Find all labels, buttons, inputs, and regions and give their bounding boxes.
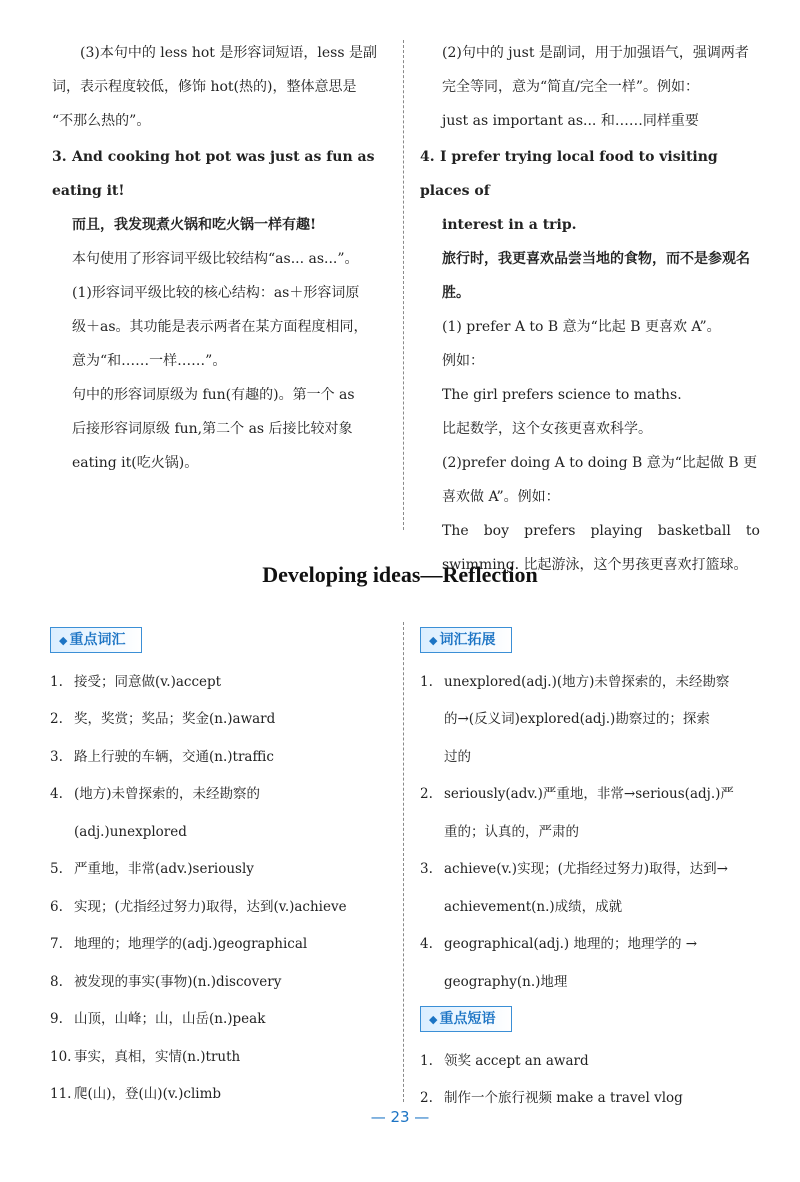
item-4-english: 4. I prefer trying local food to visiting places of <box>420 140 760 208</box>
list-item-line: geography(n.)地理 <box>444 973 568 990</box>
bottom-column-divider <box>403 622 404 1102</box>
item-4-line: 例如： <box>442 353 484 369</box>
key-vocab-list <box>50 664 390 1114</box>
list-item-number: 7. <box>50 936 63 952</box>
key-vocab-section <box>50 622 390 1114</box>
item-3-line: (1)形容词平级比较的核心结构：as＋形容词原 <box>72 285 360 301</box>
item-4-line: (1) prefer A to B 意为“比起 B 更喜欢 A”。 <box>442 319 721 335</box>
diamond-icon: ◆ <box>59 634 68 647</box>
item-3-line: 句中的形容词原级为 fun(有趣的)。第一个 as <box>72 387 355 403</box>
list-item-line: 6. 实现；(尤指经过努力)取得，达到(v.)achieve <box>50 889 390 927</box>
list-item-number: 1. <box>420 673 433 690</box>
list-item-line: 2. seriously(adv.)严重地，非常→serious(adj.)严 <box>420 776 760 814</box>
list-item-number: 11. <box>50 1086 72 1102</box>
vocab-ext-tag: ◆ 词汇拓展 <box>420 627 512 653</box>
list-item-number: 4. <box>420 936 433 952</box>
list-item-number: 8. <box>50 973 63 990</box>
top-right-column <box>420 36 760 582</box>
item-4-line: swimming. 比起游泳，这个男孩更喜欢打篮球。 <box>442 557 748 573</box>
list-item-number: 1. <box>420 1052 433 1069</box>
item-3-chinese: 而且，我发现煮火锅和吃火锅一样有趣! <box>72 217 317 233</box>
item-3-line: 级＋as。其功能是表示两者在某方面程度相同， <box>72 319 368 335</box>
list-item-line: 3. achieve(v.)实现；(尤指经过努力)取得，达到→ <box>420 851 760 889</box>
list-item-line: 2. 制作一个旅行视频 make a travel vlog <box>420 1080 760 1118</box>
list-item-number: 6. <box>50 898 63 915</box>
item-3-english: 3. And cooking hot pot was just as fun as eating it! <box>52 140 388 208</box>
diamond-icon: ◆ <box>429 634 438 647</box>
item-3-line: 意为“和……一样……”。 <box>72 353 227 369</box>
item-3-line: 后接形容词原级 fun,第二个 as 后接比较对象 <box>72 421 353 437</box>
list-item-line: 2. 奖，奖赏；奖品；奖金(n.)award <box>50 701 390 739</box>
note-2-line: 完全等同，意为“简直/完全一样”。例如： <box>442 79 700 95</box>
list-item-line: 1. 接受；同意做(v.)accept <box>50 664 390 702</box>
list-item-number: 5. <box>50 861 63 877</box>
item-4-number: 4. <box>420 149 435 165</box>
list-item-line: 5. 严重地，非常(adv.)seriously <box>50 851 390 889</box>
list-item-line: 4. (地方)未曾探索的，未经勘察的 <box>50 776 390 814</box>
list-item-line: achievement(n.)成绩，成就 <box>444 898 623 915</box>
list-item-number: 2. <box>420 1090 433 1106</box>
list-item-line: 4. geographical(adj.) 地理的；地理学的 → <box>420 926 760 964</box>
top-left-column <box>52 36 388 480</box>
list-item-line: 8. 被发现的事实(事物)(n.)discovery <box>50 964 390 1002</box>
item-3-line: 本句使用了形容词平级比较结构“as... as...”。 <box>72 251 359 267</box>
note-2-line: just as important as... 和……同样重要 <box>442 113 699 129</box>
list-item-line: 3. 路上行驶的车辆，交通(n.)traffic <box>50 739 390 777</box>
item-4-line: The girl prefers science to maths. <box>442 387 682 403</box>
list-item-number: 3. <box>50 748 63 765</box>
note-3-line: “不那么热的”。 <box>52 113 151 129</box>
list-item-line: 1. unexplored(adj.)(地方)未曾探索的，未经勘察 <box>420 664 760 702</box>
note-3-line: 词，表示程度较低，修饰 hot(热的)，整体意思是 <box>52 79 357 95</box>
list-item-line: 7. 地理的；地理学的(adj.)geographical <box>50 926 390 964</box>
item-3-number: 3. <box>52 149 67 165</box>
list-item-line: 1. 领奖 accept an award <box>420 1043 760 1081</box>
item-4-english: interest in a trip. <box>442 217 577 233</box>
list-item-number: 4. <box>50 786 63 802</box>
top-column-divider <box>403 40 404 530</box>
list-item-line: 的→(反义词)explored(adj.)勘察过的；探索 <box>444 711 710 727</box>
key-phrases-tag: ◆ 重点短语 <box>420 1006 512 1032</box>
section-title: Developing ideas—Reflection <box>262 562 538 587</box>
list-item-number: 9. <box>50 1011 63 1027</box>
list-item-number: 3. <box>420 861 433 877</box>
key-vocab-tag: ◆ 重点词汇 <box>50 627 142 653</box>
diamond-icon: ◆ <box>429 1013 438 1026</box>
list-item-line: (adj.)unexplored <box>74 823 187 840</box>
key-phrases-list <box>420 1043 760 1118</box>
item-4-line: 喜欢做 A”。例如： <box>442 489 560 505</box>
item-4-line: 比起数学，这个女孩更喜欢科学。 <box>442 421 652 437</box>
list-item-line: 重的；认真的，严肃的 <box>444 823 579 840</box>
note-3-line: (3)本句中的 less hot 是形容词短语，less 是副 <box>80 45 377 61</box>
list-item-number: 2. <box>50 711 63 727</box>
item-4-chinese: 旅行时，我更喜欢品尝当地的食物，而不是参观名胜。 <box>442 251 750 301</box>
page-number: — 23 — <box>370 1108 430 1126</box>
item-3-line: eating it(吃火锅)。 <box>72 455 199 471</box>
list-item-number: 1. <box>50 673 63 690</box>
list-item-line: 9. 山顶，山峰；山，山岳(n.)peak <box>50 1001 390 1039</box>
list-item-number: 2. <box>420 786 433 802</box>
vocab-ext-list <box>420 664 760 1002</box>
item-4-line: (2)prefer doing A to doing B 意为“比起做 B 更 <box>442 455 758 471</box>
list-item-line: 10. 事实，真相，实情(n.)truth <box>50 1039 390 1077</box>
vocab-ext-section <box>420 622 760 1118</box>
note-2-line: (2)句中的 just 是副词，用于加强语气，强调两者 <box>442 45 749 61</box>
item-4-line: The boy prefers playing basketball to <box>442 523 760 539</box>
list-item-line: 11. 爬(山)，登(山)(v.)climb <box>50 1076 390 1114</box>
list-item-line: 过的 <box>444 748 471 765</box>
list-item-number: 10. <box>50 1048 72 1065</box>
